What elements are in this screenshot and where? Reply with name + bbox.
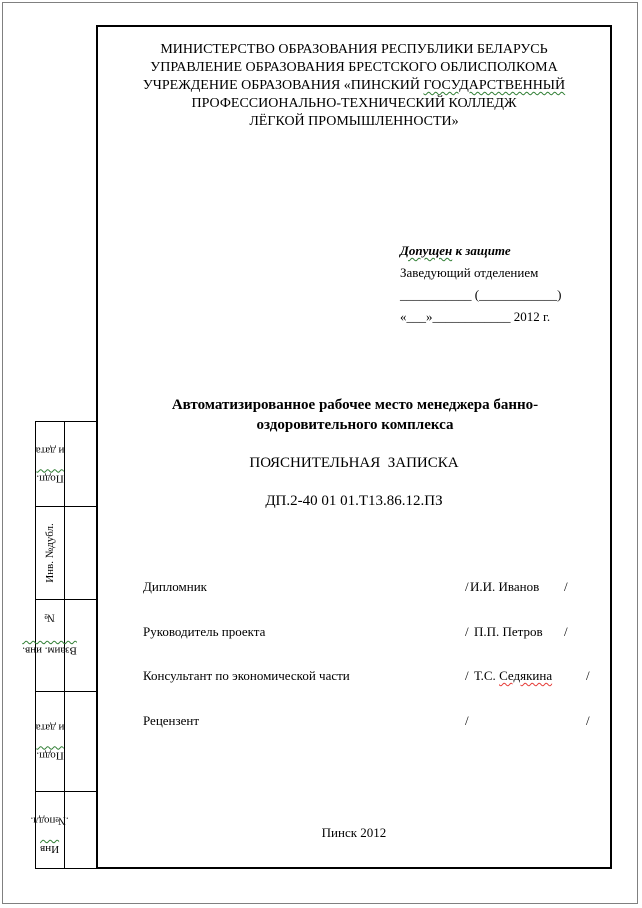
header-line: ПРОФЕССИОНАЛЬНО-ТЕХНИЧЕСКИЙ КОЛЛЕДЖ [191,96,517,111]
signature-row: Руководитель проекта / П.П. Петров / [143,624,568,639]
approval-block [400,240,561,328]
sidebar-label-orig-inv: Инв.№подл. [30,814,70,856]
header-line: ЛЁГКОЙ ПРОМЫШЛЕННОСТИ» [249,114,459,129]
approval-position: Заведующий отделением [400,265,539,280]
signature-row: Рецензент / / [143,713,590,728]
signature-row: Консультант по экономической части / Т.С. Седякина / [143,668,590,683]
header-line: МИНИСТЕРСТВО ОБРАЗОВАНИЯ РЕСПУБЛИКИ БЕЛАРУСЬ [160,42,548,57]
header-line: УЧРЕЖДЕНИЕ ОБРАЗОВАНИЯ «ПИНСКИЙ ГОСУДАРСТВЕННЫЙ [142,78,566,93]
city-year: Пинск 2012 [321,825,387,840]
approval-signature-line: ___________ (____________) [400,287,562,302]
approval-title: Допущен к защите [400,243,511,258]
sidebar-label-mutual-inv: Взаим. инв.№ [22,611,78,657]
sidebar-label-dup-inv: Инв. №дубл. [44,522,57,583]
sidebar-label-sign-date-2: Подп.и дата [35,721,65,762]
approval-date-line: «___»____________ 2012 г. [400,309,551,324]
title-page-frame [96,25,612,869]
signature-row: Дипломник / И.И. Иванов / [143,579,568,594]
organization-header [96,41,612,131]
document-type: ПОЯСНИТЕЛЬНАЯ ЗАПИСКА [249,455,459,471]
document-code: ДП.2-40 01 01.Т13.86.12.ПЗ [265,493,443,509]
thesis-title: Автоматизированное рабочее место менеджера банно- оздоровительного комплекса [171,397,539,433]
sidebar-label-sign-date-1: Подп.и дата [35,444,65,485]
header-line: УПРАВЛЕНИЕ ОБРАЗОВАНИЯ БРЕСТСКОГО ОБЛИСПОЛКОМА [150,60,558,75]
stamp-sidebar [22,421,96,869]
